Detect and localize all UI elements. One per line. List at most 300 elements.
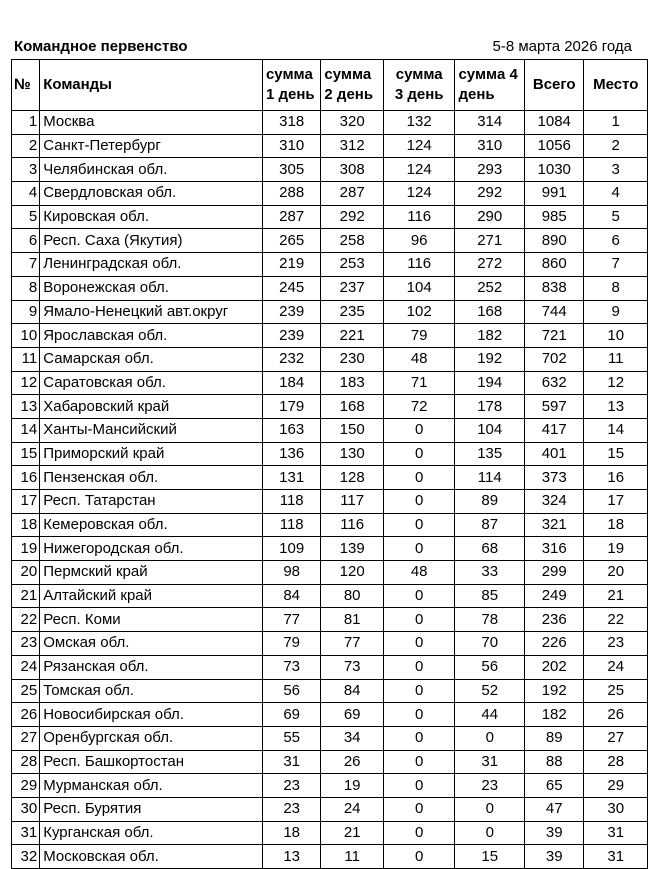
day3-sum: 0: [383, 537, 455, 561]
document-header: [14, 38, 632, 58]
table-row: [12, 797, 648, 821]
day4-sum: 44: [455, 703, 525, 727]
place: 4: [584, 182, 648, 206]
table-row: [12, 632, 648, 656]
row-number: 21: [12, 584, 40, 608]
place: 13: [584, 395, 648, 419]
day2-sum: 26: [321, 750, 383, 774]
row-number: 19: [12, 537, 40, 561]
day2-sum: 308: [321, 158, 383, 182]
team-name: Мурманская обл.: [40, 774, 263, 798]
table-row: [12, 253, 648, 277]
day2-sum: 253: [321, 253, 383, 277]
place: 2: [584, 134, 648, 158]
day4-sum: 15: [455, 845, 525, 869]
total-sum: 860: [525, 253, 584, 277]
place: 25: [584, 679, 648, 703]
total-sum: 1084: [525, 111, 584, 135]
team-name: Томская обл.: [40, 679, 263, 703]
day4-sum: 31: [455, 750, 525, 774]
table-row: [12, 679, 648, 703]
team-name: Нижегородская обл.: [40, 537, 263, 561]
row-number: 18: [12, 513, 40, 537]
table-row: [12, 608, 648, 632]
day1-sum: 69: [262, 703, 320, 727]
table-row: [12, 845, 648, 869]
table-row: [12, 490, 648, 514]
row-number: 14: [12, 418, 40, 442]
day1-sum: 31: [262, 750, 320, 774]
place: 5: [584, 205, 648, 229]
table-row: [12, 442, 648, 466]
day1-sum: 118: [262, 490, 320, 514]
day2-sum: 69: [321, 703, 383, 727]
team-name: Ханты-Мансийский: [40, 418, 263, 442]
day3-sum: 0: [383, 632, 455, 656]
day4-sum: 272: [455, 253, 525, 277]
day3-sum: 0: [383, 797, 455, 821]
day3-sum: 0: [383, 750, 455, 774]
day3-sum: 0: [383, 584, 455, 608]
day2-sum: 116: [321, 513, 383, 537]
total-sum: 1030: [525, 158, 584, 182]
day3-sum: 72: [383, 395, 455, 419]
row-number: 24: [12, 655, 40, 679]
day4-sum: 68: [455, 537, 525, 561]
day3-sum: 0: [383, 418, 455, 442]
day4-sum: 178: [455, 395, 525, 419]
team-name: Московская обл.: [40, 845, 263, 869]
row-number: 29: [12, 774, 40, 798]
row-number: 13: [12, 395, 40, 419]
header-day4-line1: сумма 4: [458, 66, 518, 83]
total-sum: 721: [525, 324, 584, 348]
day2-sum: 168: [321, 395, 383, 419]
day1-sum: 77: [262, 608, 320, 632]
team-name: Москва: [40, 111, 263, 135]
team-name: Челябинская обл.: [40, 158, 263, 182]
total-sum: 299: [525, 561, 584, 585]
day2-sum: 183: [321, 371, 383, 395]
row-number: 4: [12, 182, 40, 206]
total-sum: 417: [525, 418, 584, 442]
day3-sum: 132: [383, 111, 455, 135]
header-num: №: [12, 60, 40, 111]
table-row: [12, 584, 648, 608]
day2-sum: 150: [321, 418, 383, 442]
day2-sum: 21: [321, 821, 383, 845]
day2-sum: 221: [321, 324, 383, 348]
team-name: Респ. Коми: [40, 608, 263, 632]
day3-sum: 0: [383, 490, 455, 514]
day1-sum: 13: [262, 845, 320, 869]
total-sum: 236: [525, 608, 584, 632]
place: 11: [584, 347, 648, 371]
place: 3: [584, 158, 648, 182]
place: 15: [584, 442, 648, 466]
place: 26: [584, 703, 648, 727]
day4-sum: 168: [455, 300, 525, 324]
day2-sum: 84: [321, 679, 383, 703]
place: 19: [584, 537, 648, 561]
team-name: Самарская обл.: [40, 347, 263, 371]
day3-sum: 102: [383, 300, 455, 324]
day3-sum: 0: [383, 774, 455, 798]
day3-sum: 48: [383, 561, 455, 585]
day1-sum: 131: [262, 466, 320, 490]
place: 1: [584, 111, 648, 135]
team-name: Пермский край: [40, 561, 263, 585]
day2-sum: 312: [321, 134, 383, 158]
team-name: Санкт-Петербург: [40, 134, 263, 158]
day2-sum: 235: [321, 300, 383, 324]
table-row: [12, 561, 648, 585]
table-row: [12, 134, 648, 158]
day4-sum: 0: [455, 726, 525, 750]
table-row: [12, 513, 648, 537]
row-number: 11: [12, 347, 40, 371]
page-title: Командное первенство: [14, 38, 188, 55]
place: 12: [584, 371, 648, 395]
place: 14: [584, 418, 648, 442]
total-sum: 182: [525, 703, 584, 727]
total-sum: 88: [525, 750, 584, 774]
header-day3-line2: 3 день: [394, 86, 444, 103]
day4-sum: 0: [455, 797, 525, 821]
row-number: 15: [12, 442, 40, 466]
day3-sum: 0: [383, 466, 455, 490]
day4-sum: 104: [455, 418, 525, 442]
place: 23: [584, 632, 648, 656]
day2-sum: 34: [321, 726, 383, 750]
place: 31: [584, 845, 648, 869]
row-number: 25: [12, 679, 40, 703]
row-number: 2: [12, 134, 40, 158]
table-row: [12, 300, 648, 324]
total-sum: 401: [525, 442, 584, 466]
header-total: Всего: [525, 60, 584, 111]
day1-sum: 239: [262, 300, 320, 324]
day1-sum: 318: [262, 111, 320, 135]
team-name: Респ. Башкортостан: [40, 750, 263, 774]
place: 18: [584, 513, 648, 537]
day1-sum: 55: [262, 726, 320, 750]
day3-sum: 0: [383, 679, 455, 703]
row-number: 23: [12, 632, 40, 656]
day1-sum: 23: [262, 774, 320, 798]
total-sum: 39: [525, 821, 584, 845]
day4-sum: 314: [455, 111, 525, 135]
row-number: 27: [12, 726, 40, 750]
total-sum: 838: [525, 276, 584, 300]
day3-sum: 0: [383, 513, 455, 537]
day2-sum: 230: [321, 347, 383, 371]
row-number: 1: [12, 111, 40, 135]
row-number: 3: [12, 158, 40, 182]
place: 16: [584, 466, 648, 490]
day1-sum: 245: [262, 276, 320, 300]
table-row: [12, 371, 648, 395]
total-sum: 65: [525, 774, 584, 798]
day3-sum: 116: [383, 253, 455, 277]
place: 29: [584, 774, 648, 798]
header-day2: [321, 60, 383, 111]
day2-sum: 117: [321, 490, 383, 514]
row-number: 6: [12, 229, 40, 253]
place: 24: [584, 655, 648, 679]
total-sum: 744: [525, 300, 584, 324]
total-sum: 226: [525, 632, 584, 656]
day2-sum: 81: [321, 608, 383, 632]
table-row: [12, 324, 648, 348]
header-day1-line2: 1 день: [265, 86, 315, 103]
event-date: 5-8 марта 2026 года: [492, 38, 632, 55]
team-name: Респ. Бурятия: [40, 797, 263, 821]
team-name: Алтайский край: [40, 584, 263, 608]
header-day2-line2: 2 день: [324, 86, 374, 103]
place: 22: [584, 608, 648, 632]
day2-sum: 128: [321, 466, 383, 490]
row-number: 9: [12, 300, 40, 324]
header-day4: [455, 60, 525, 111]
table-row: [12, 158, 648, 182]
day3-sum: 0: [383, 442, 455, 466]
day4-sum: 271: [455, 229, 525, 253]
day4-sum: 33: [455, 561, 525, 585]
day4-sum: 23: [455, 774, 525, 798]
day1-sum: 79: [262, 632, 320, 656]
header-day3-line1: сумма: [395, 66, 443, 83]
day1-sum: 118: [262, 513, 320, 537]
table-row: [12, 229, 648, 253]
row-number: 26: [12, 703, 40, 727]
row-number: 7: [12, 253, 40, 277]
day1-sum: 288: [262, 182, 320, 206]
day1-sum: 18: [262, 821, 320, 845]
day4-sum: 56: [455, 655, 525, 679]
row-number: 32: [12, 845, 40, 869]
row-number: 16: [12, 466, 40, 490]
row-number: 31: [12, 821, 40, 845]
day1-sum: 56: [262, 679, 320, 703]
team-name: Кемеровская обл.: [40, 513, 263, 537]
table-row: [12, 821, 648, 845]
row-number: 5: [12, 205, 40, 229]
day2-sum: 139: [321, 537, 383, 561]
day4-sum: 89: [455, 490, 525, 514]
row-number: 22: [12, 608, 40, 632]
day3-sum: 0: [383, 821, 455, 845]
team-name: Кировская обл.: [40, 205, 263, 229]
day4-sum: 52: [455, 679, 525, 703]
team-name: Омская обл.: [40, 632, 263, 656]
team-name: Рязанская обл.: [40, 655, 263, 679]
day1-sum: 163: [262, 418, 320, 442]
team-name: Воронежская обл.: [40, 276, 263, 300]
day2-sum: 120: [321, 561, 383, 585]
total-sum: 890: [525, 229, 584, 253]
total-sum: 192: [525, 679, 584, 703]
row-number: 20: [12, 561, 40, 585]
day3-sum: 104: [383, 276, 455, 300]
day4-sum: 292: [455, 182, 525, 206]
day4-sum: 135: [455, 442, 525, 466]
table-row: [12, 347, 648, 371]
total-sum: 89: [525, 726, 584, 750]
day1-sum: 109: [262, 537, 320, 561]
day1-sum: 219: [262, 253, 320, 277]
header-team: Команды: [40, 60, 263, 111]
team-name: Ярославская обл.: [40, 324, 263, 348]
place: 17: [584, 490, 648, 514]
total-sum: 1056: [525, 134, 584, 158]
results-table: [11, 59, 648, 869]
place: 10: [584, 324, 648, 348]
day2-sum: 320: [321, 111, 383, 135]
place: 8: [584, 276, 648, 300]
place: 9: [584, 300, 648, 324]
day2-sum: 287: [321, 182, 383, 206]
day3-sum: 79: [383, 324, 455, 348]
team-name: Оренбургская обл.: [40, 726, 263, 750]
day4-sum: 87: [455, 513, 525, 537]
team-name: Респ. Татарстан: [40, 490, 263, 514]
total-sum: 702: [525, 347, 584, 371]
total-sum: 324: [525, 490, 584, 514]
table-row: [12, 466, 648, 490]
total-sum: 373: [525, 466, 584, 490]
day1-sum: 84: [262, 584, 320, 608]
table-row: [12, 655, 648, 679]
day3-sum: 124: [383, 182, 455, 206]
day1-sum: 73: [262, 655, 320, 679]
day1-sum: 184: [262, 371, 320, 395]
team-name: Новосибирская обл.: [40, 703, 263, 727]
total-sum: 321: [525, 513, 584, 537]
day2-sum: 237: [321, 276, 383, 300]
team-name: Пензенская обл.: [40, 466, 263, 490]
team-name: Ленинградская обл.: [40, 253, 263, 277]
day2-sum: 258: [321, 229, 383, 253]
table-row: [12, 703, 648, 727]
day3-sum: 71: [383, 371, 455, 395]
header-day1-line1: сумма: [265, 66, 313, 83]
table-row: [12, 750, 648, 774]
row-number: 12: [12, 371, 40, 395]
day3-sum: 48: [383, 347, 455, 371]
header-day4-line2: день: [458, 86, 495, 103]
day4-sum: 70: [455, 632, 525, 656]
header-place: Место: [584, 60, 648, 111]
table-row: [12, 395, 648, 419]
table-row: [12, 774, 648, 798]
table-row: [12, 182, 648, 206]
table-row: [12, 205, 648, 229]
day3-sum: 96: [383, 229, 455, 253]
day1-sum: 287: [262, 205, 320, 229]
day4-sum: 290: [455, 205, 525, 229]
header-day2-line1: сумма: [324, 66, 372, 83]
day1-sum: 232: [262, 347, 320, 371]
place: 28: [584, 750, 648, 774]
total-sum: 597: [525, 395, 584, 419]
day2-sum: 292: [321, 205, 383, 229]
day4-sum: 194: [455, 371, 525, 395]
day2-sum: 77: [321, 632, 383, 656]
day4-sum: 85: [455, 584, 525, 608]
total-sum: 632: [525, 371, 584, 395]
total-sum: 985: [525, 205, 584, 229]
row-number: 30: [12, 797, 40, 821]
table-row: [12, 726, 648, 750]
row-number: 28: [12, 750, 40, 774]
day3-sum: 124: [383, 134, 455, 158]
team-name: Свердловская обл.: [40, 182, 263, 206]
day1-sum: 265: [262, 229, 320, 253]
day3-sum: 0: [383, 703, 455, 727]
day2-sum: 19: [321, 774, 383, 798]
day1-sum: 136: [262, 442, 320, 466]
place: 30: [584, 797, 648, 821]
day3-sum: 0: [383, 655, 455, 679]
table-body: [12, 111, 648, 869]
total-sum: 316: [525, 537, 584, 561]
place: 20: [584, 561, 648, 585]
day3-sum: 124: [383, 158, 455, 182]
day1-sum: 23: [262, 797, 320, 821]
day4-sum: 192: [455, 347, 525, 371]
day1-sum: 305: [262, 158, 320, 182]
team-name: Саратовская обл.: [40, 371, 263, 395]
day2-sum: 130: [321, 442, 383, 466]
day3-sum: 0: [383, 726, 455, 750]
team-name: Курганская обл.: [40, 821, 263, 845]
total-sum: 202: [525, 655, 584, 679]
table-row: [12, 418, 648, 442]
table-row: [12, 111, 648, 135]
team-name: Хабаровский край: [40, 395, 263, 419]
day4-sum: 310: [455, 134, 525, 158]
header-day3: [383, 60, 455, 111]
total-sum: 47: [525, 797, 584, 821]
day1-sum: 179: [262, 395, 320, 419]
day1-sum: 310: [262, 134, 320, 158]
day3-sum: 116: [383, 205, 455, 229]
total-sum: 39: [525, 845, 584, 869]
day3-sum: 0: [383, 608, 455, 632]
row-number: 10: [12, 324, 40, 348]
table-header: [12, 60, 648, 111]
day4-sum: 252: [455, 276, 525, 300]
day2-sum: 24: [321, 797, 383, 821]
place: 6: [584, 229, 648, 253]
table-row: [12, 537, 648, 561]
day4-sum: 114: [455, 466, 525, 490]
table-row: [12, 276, 648, 300]
day2-sum: 80: [321, 584, 383, 608]
day4-sum: 182: [455, 324, 525, 348]
place: 31: [584, 821, 648, 845]
place: 27: [584, 726, 648, 750]
total-sum: 249: [525, 584, 584, 608]
team-name: Приморский край: [40, 442, 263, 466]
day3-sum: 0: [383, 845, 455, 869]
header-day1: [262, 60, 320, 111]
place: 21: [584, 584, 648, 608]
day1-sum: 239: [262, 324, 320, 348]
row-number: 17: [12, 490, 40, 514]
team-name: Ямало-Ненецкий авт.округ: [40, 300, 263, 324]
